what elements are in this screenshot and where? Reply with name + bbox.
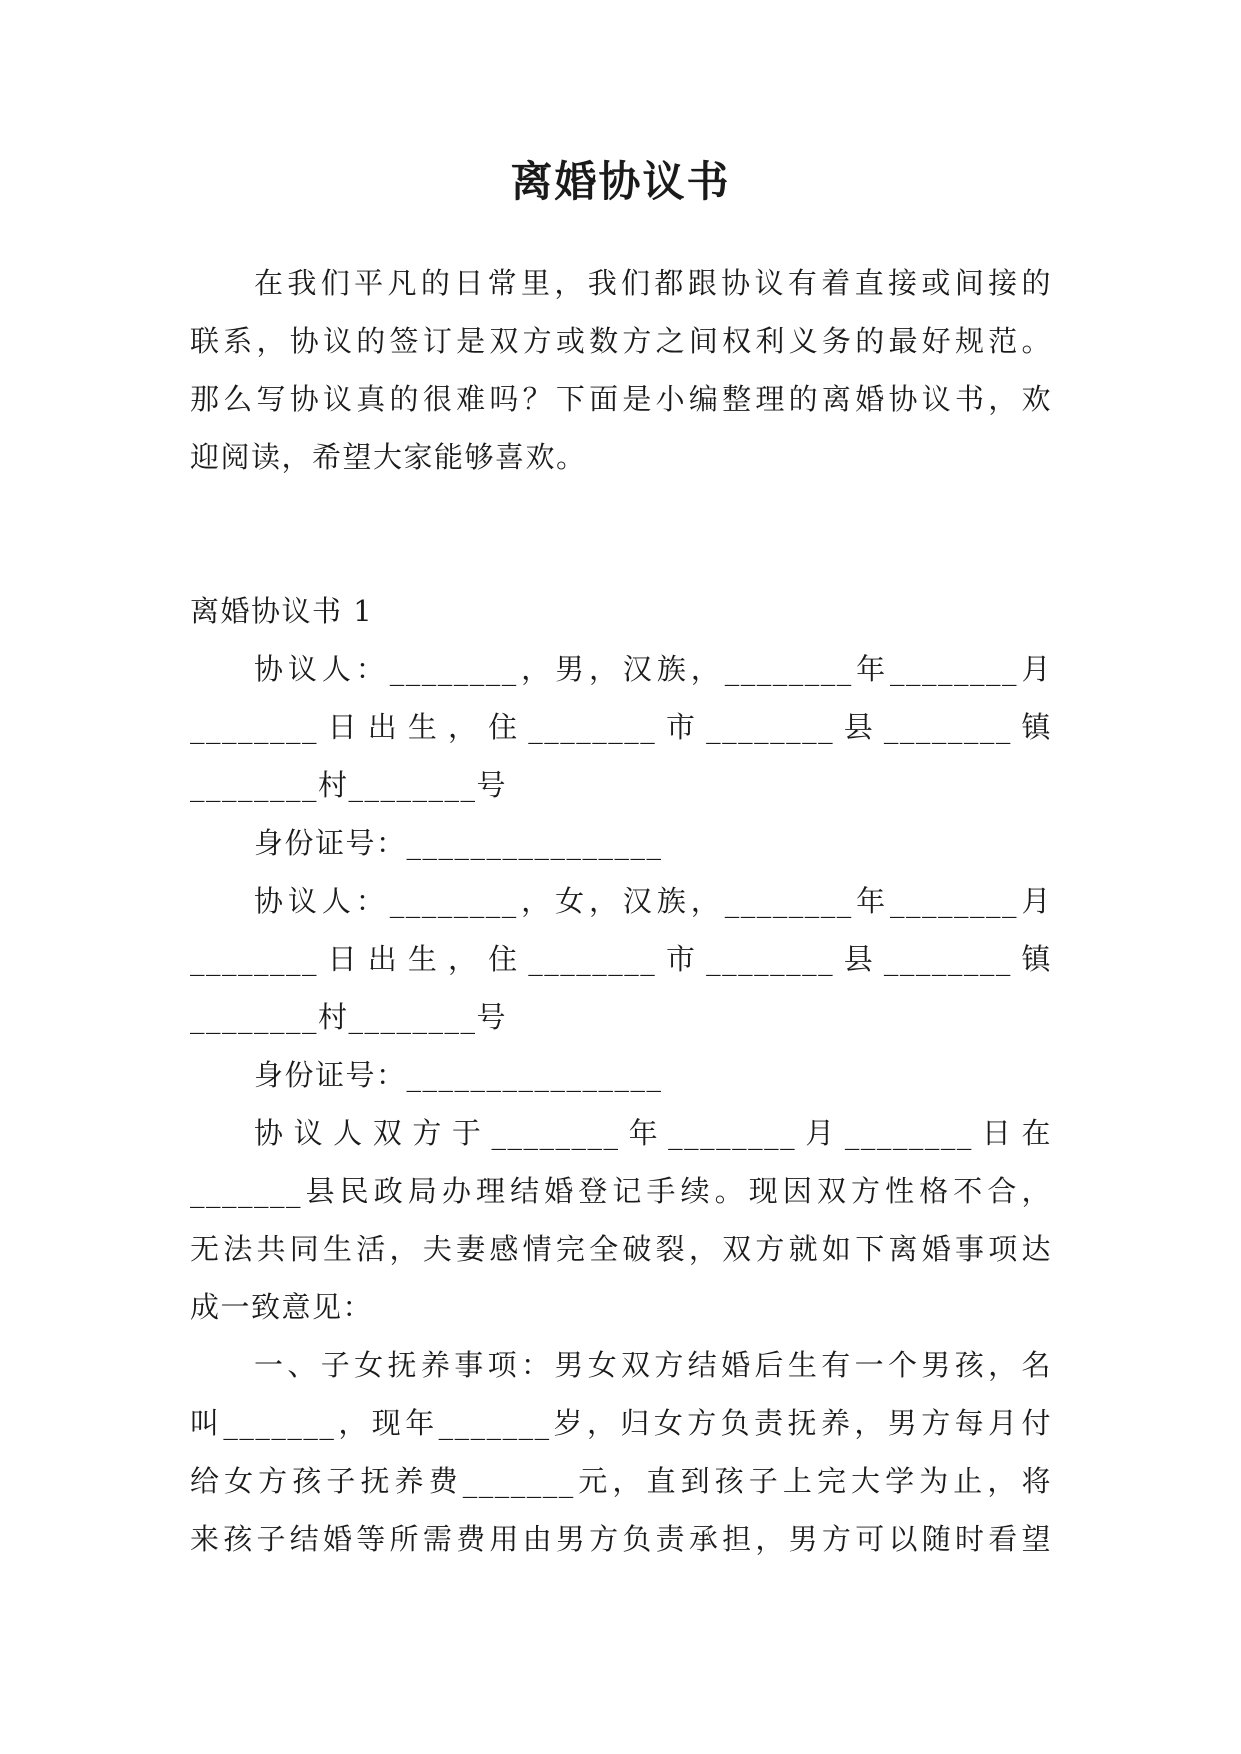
document-title: 离婚协议书 [510,157,731,206]
party1-line-1: 协议人：________，男，汉族，________年________月 [254,652,1052,686]
party2-line-1: 协议人：________，女，汉族，________年________月 [254,884,1052,918]
party1-line-2: ________日出生，住________市________县________镇 [190,710,1052,744]
marriage-line-4: 成一致意见： [190,1290,374,1324]
intro-line-2: 联系，协议的签订是双方或数方之间权利义务的最好规范。 [190,324,1052,358]
intro-line-1: 在我们平凡的日常里，我们都跟协议有着直接或间接的 [254,266,1052,300]
party2-id-line: 身份证号：________________ [254,1058,663,1092]
party2-line-2: ________日出生，住________市________县________镇 [190,942,1052,976]
intro-line-4: 迎阅读，希望大家能够喜欢。 [190,440,587,474]
clause1-line-3: 给女方孩子抚养费_______元，直到孩子上完大学为止，将 [190,1464,1052,1498]
clause1-line-2: 叫_______，现年_______岁，归女方负责抚养，男方每月付 [190,1406,1052,1440]
marriage-line-3: 无法共同生活，夫妻感情完全破裂，双方就如下离婚事项达 [190,1232,1052,1266]
marriage-line-1: 协议人双方于________年________月________日在 [254,1116,1052,1150]
party2-line-3: ________村________号 [190,1000,508,1034]
clause1-line-1: 一、子女抚养事项：男女双方结婚后生有一个男孩，名 [254,1348,1052,1382]
intro-line-3: 那么写协议真的很难吗？下面是小编整理的离婚协议书，欢 [190,382,1052,416]
marriage-line-2: _______县民政局办理结婚登记手续。现因双方性格不合， [190,1174,1052,1208]
party1-id-line: 身份证号：________________ [254,826,663,860]
party1-line-3: ________村________号 [190,768,508,802]
section-heading: 离婚协议书 1 [190,594,374,628]
clause1-line-4: 来孩子结婚等所需费用由男方负责承担，男方可以随时看望 [190,1522,1052,1556]
